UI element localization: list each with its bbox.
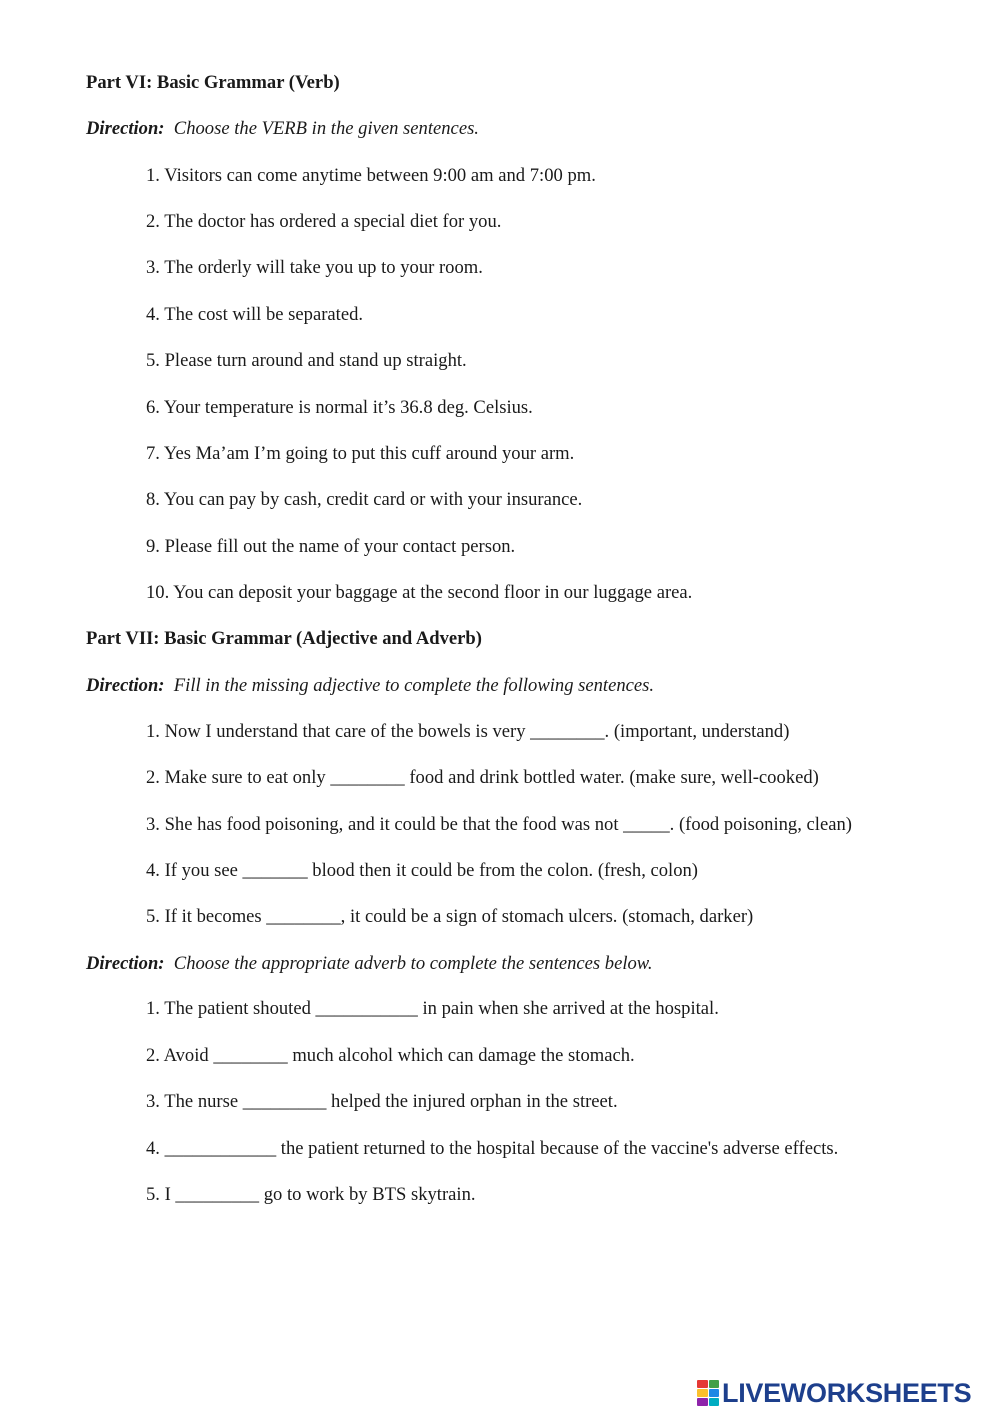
logo-text: LIVEWORKSHEETS: [722, 1378, 972, 1408]
adverb-item-4: 4. ____________ the patient returned to the hospital because of the vaccine's adverse effects.: [146, 1138, 839, 1159]
adjective-item-4: 4. If you see _______ blood then it could be from the colon. (fresh, colon): [146, 860, 699, 881]
direction-label: Direction:: [86, 675, 165, 696]
verb-item-6: 6. Your temperature is normal it’s 36.8 deg. Celsius.: [146, 397, 533, 418]
adjective-item-1: 1. Now I understand that care of the bowels is very ________. (important, understand): [146, 721, 790, 742]
part-6-heading: Part VI: Basic Grammar (Verb): [86, 72, 340, 93]
part-7-adverb-direction: [86, 952, 652, 976]
logo-mark-icon: [697, 1380, 719, 1406]
adverb-item-3: 3. The nurse _________ helped the injured orphan in the street.: [146, 1091, 618, 1112]
verb-item-9: 9. Please fill out the name of your contact person.: [146, 536, 516, 557]
verb-item-4: 4. The cost will be separated.: [146, 304, 364, 325]
verb-item-2: 2. The doctor has ordered a special diet for you.: [146, 211, 502, 232]
part-7-adjective-direction: [86, 674, 654, 698]
verb-item-5: 5. Please turn around and stand up straight.: [146, 350, 467, 371]
verb-item-1: 1. Visitors can come anytime between 9:00 am and 7:00 pm.: [146, 165, 596, 186]
direction-text: Choose the VERB in the given sentences.: [173, 118, 479, 139]
part-6-direction: [86, 117, 479, 141]
verb-item-7: 7. Yes Ma’am I’m going to put this cuff around your arm.: [146, 443, 575, 464]
liveworksheets-logo: [697, 1378, 971, 1408]
verb-item-10: 10. You can deposit your baggage at the second floor in our luggage area.: [146, 582, 693, 603]
adjective-item-2: 2. Make sure to eat only ________ food and drink bottled water. (make sure, well-cooked): [146, 767, 819, 788]
adjective-item-5: 5. If it becomes ________, it could be a sign of stomach ulcers. (stomach, darker): [146, 906, 754, 927]
direction-text: Choose the appropriate adverb to complete the sentences below.: [173, 953, 653, 974]
direction-label: Direction:: [86, 118, 165, 139]
verb-item-8: 8. You can pay by cash, credit card or with your insurance.: [146, 489, 583, 510]
direction-label: Direction:: [86, 953, 165, 974]
adverb-item-1: 1. The patient shouted ___________ in pain when she arrived at the hospital.: [146, 998, 719, 1019]
part-7-heading: Part VII: Basic Grammar (Adjective and Adverb): [86, 628, 482, 649]
adverb-item-5: 5. I _________ go to work by BTS skytrain.: [146, 1184, 476, 1205]
verb-item-3: 3. The orderly will take you up to your room.: [146, 257, 483, 278]
adjective-item-3: 3. She has food poisoning, and it could be that the food was not _____. (food poisoning, clean): [146, 814, 852, 835]
direction-text: Fill in the missing adjective to complete the following sentences.: [173, 675, 655, 696]
adverb-item-2: 2. Avoid ________ much alcohol which can damage the stomach.: [146, 1045, 635, 1066]
